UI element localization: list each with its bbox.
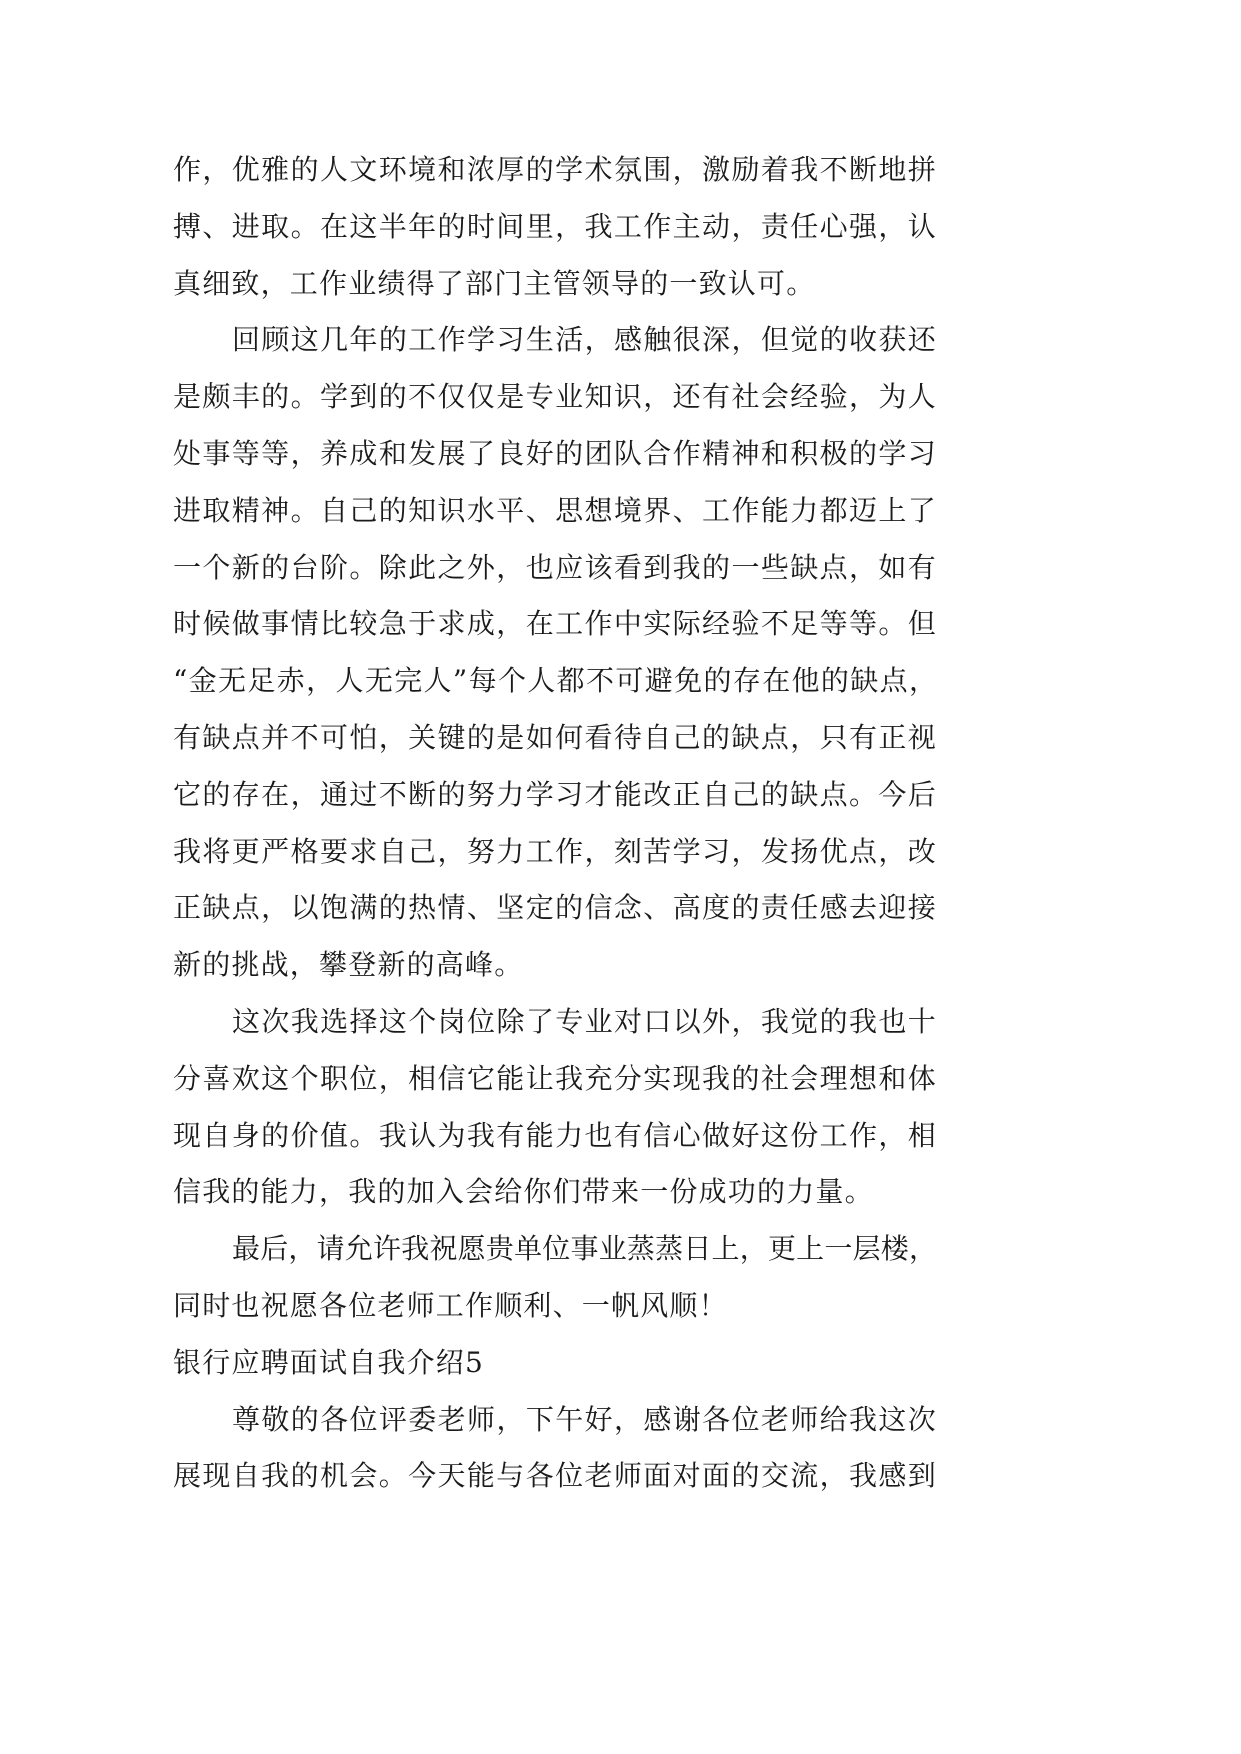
text-line: 它的存在，通过不断的努力学习才能改正自己的缺点。今后 [173, 777, 937, 811]
text-line: 尊敬的各位评委老师，下午好，感谢各位老师给我这次 [232, 1402, 937, 1436]
text-line: 有缺点并不可怕，关键的是如何看待自己的缺点，只有正视 [173, 720, 937, 754]
text-line: 这次我选择这个岗位除了专业对口以外，我觉的我也十 [232, 1004, 937, 1038]
text-line: 信我的能力，我的加入会给你们带来一份成功的力量。 [173, 1175, 874, 1209]
paragraph [173, 1392, 937, 1506]
text-line: 正缺点，以饱满的热情、坚定的信念、高度的责任感去迎接 [173, 891, 937, 925]
text-line: 一个新的台阶。除此之外，也应该看到我的一些缺点，如有 [173, 550, 937, 584]
text-line: 处事等等，养成和发展了良好的团队合作精神和积极的学习 [173, 436, 937, 470]
paragraph [173, 142, 937, 312]
text-line: 展现自我的机会。今天能与各位老师面对面的交流，我感到 [173, 1459, 937, 1493]
text-line: 回顾这几年的工作学习生活，感触很深，但觉的收获还 [232, 323, 937, 357]
text-line: 搏、进取。在这半年的时间里，我工作主动，责任心强，认 [173, 209, 937, 243]
text-line: 最后，请允许我祝愿贵单位事业蒸蒸日上，更上一层楼， [232, 1232, 937, 1266]
text-line: 真细致，工作业绩得了部门主管领导的一致认可。 [173, 266, 816, 300]
text-line: 进取精神。自己的知识水平、思想境界、工作能力都迈上了 [173, 493, 937, 527]
text-line: 时候做事情比较急于求成，在工作中实际经验不足等等。但 [173, 607, 937, 641]
text-line: 作，优雅的人文环境和浓厚的学术氛围，激励着我不断地拼 [173, 153, 937, 186]
text-line: “金无足赤，人无完人”每个人都不可避免的存在他的缺点， [173, 664, 937, 698]
text-line: 分喜欢这个职位，相信它能让我充分实现我的社会理想和体 [173, 1061, 937, 1095]
text-column [173, 142, 937, 1505]
section-title: 银行应聘面试自我介绍5 [173, 1345, 485, 1379]
text-line: 新的挑战，攀登新的高峰。 [173, 948, 524, 982]
text-line: 我将更严格要求自己，努力工作，刻苦学习，发扬优点，改 [173, 834, 937, 868]
text-line: 是颇丰的。学到的不仅仅是专业知识，还有社会经验，为人 [173, 380, 937, 414]
paragraph [173, 994, 937, 1221]
paragraph [173, 312, 937, 994]
paragraph [173, 1221, 937, 1335]
text-line: 同时也祝愿各位老师工作顺利、一帆风顺！ [173, 1288, 728, 1322]
text-line: 现自身的价值。我认为我有能力也有信心做好这份工作，相 [173, 1118, 937, 1152]
